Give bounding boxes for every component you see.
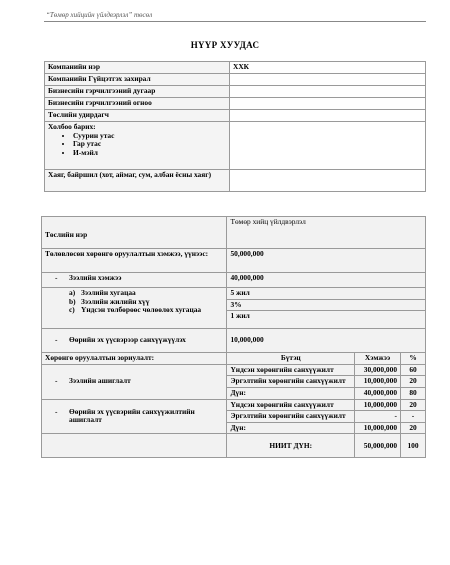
percent-cell: 80 xyxy=(401,387,426,399)
table-row xyxy=(42,364,426,376)
loan-terms-list xyxy=(45,289,223,315)
table-row xyxy=(42,329,426,353)
percent-cell: 20 xyxy=(401,422,426,434)
loan-label: Зээлийн хэмжээ xyxy=(69,273,122,282)
loan-term-value: 5 жил xyxy=(227,288,426,300)
project-manager-value xyxy=(230,110,426,122)
table-row xyxy=(42,249,426,273)
header-rule xyxy=(44,21,426,22)
exec-director-value xyxy=(230,74,426,86)
contact-item-mobile: • Гар утас xyxy=(73,140,226,149)
col-structure-header: Бүтэц xyxy=(227,353,355,365)
reg-date-value xyxy=(230,98,426,110)
own-usage-cell xyxy=(42,399,227,434)
percent-cell: 60 xyxy=(401,364,426,376)
finance-table xyxy=(41,216,426,458)
table-row xyxy=(45,98,426,110)
table-row xyxy=(42,273,426,288)
reg-number-value xyxy=(230,86,426,98)
address-label: Хаяг, байршил (хот, аймаг, сум, албан ёсны хаяг) xyxy=(45,170,230,192)
total-label: НИИТ ДҮН: xyxy=(227,434,355,458)
structure-cell: Дүн: xyxy=(227,387,355,399)
address-value xyxy=(230,170,426,192)
structure-cell: Үндсэн хөрөнгийн санхүүжилт xyxy=(227,364,355,376)
table-row xyxy=(45,86,426,98)
requested-value: 50,000,000 xyxy=(227,249,426,273)
table-row xyxy=(45,62,426,74)
list-marker: b) xyxy=(69,296,76,306)
amount-cell: 10,000,000 xyxy=(355,399,401,411)
amount-cell: 30,000,000 xyxy=(355,364,401,376)
dash-marker: - xyxy=(55,406,58,416)
page-title: НҮҮР ХУУДАС xyxy=(190,40,260,50)
total-amount: 50,000,000 xyxy=(355,434,401,458)
contact-list xyxy=(48,132,226,158)
loan-usage-label: Зээлийн ашиглалт xyxy=(69,376,131,386)
contact-item-email: • И-мэйл xyxy=(73,149,226,158)
requested-label: Төлөвлөсөн хөрөнгө оруулалтын хэмжээ, үүнээс: xyxy=(42,249,227,273)
total-percent: 100 xyxy=(401,434,426,458)
amount-cell: 10,000,000 xyxy=(355,422,401,434)
percent-cell: 20 xyxy=(401,399,426,411)
loan-terms-cell xyxy=(42,288,227,329)
company-name-label: Компанийн нэр xyxy=(45,62,230,74)
col-percent-header: % xyxy=(401,353,426,365)
table-row xyxy=(42,434,426,458)
contact-value xyxy=(230,122,426,170)
table-row xyxy=(42,288,426,300)
percent-cell: 20 xyxy=(401,376,426,388)
own-usage-wrap xyxy=(45,408,223,425)
project-manager-label: Төслийн удирдагч xyxy=(45,110,230,122)
table-row xyxy=(42,353,426,365)
dash-marker: - xyxy=(55,335,58,345)
list-item xyxy=(45,306,223,315)
exec-director-label: Компанийн Гүйцэтгэх захирал xyxy=(45,74,230,86)
running-header: “Төмөр хийцийн үйлдвэрлэл” төсөл xyxy=(46,11,153,19)
col-amount-header: Хэмжээ xyxy=(355,353,401,365)
table-row xyxy=(45,170,426,192)
loan-label-cell xyxy=(42,273,227,288)
company-name-value: ХХК xyxy=(230,62,426,74)
own-label-cell xyxy=(42,329,227,353)
contact-label: Холбоо барих: xyxy=(48,122,96,131)
reg-number-label: Бизнесийн гэрчилгээний дугаар xyxy=(45,86,230,98)
table-row xyxy=(45,110,426,122)
loan-term-label: Зээлийн жилийн хүү xyxy=(81,296,150,306)
dash-marker: - xyxy=(55,273,58,282)
own-usage-label: Өөрийн эх үүсвэрийн санхүүжилтийн ашиглалт xyxy=(69,406,195,425)
loan-usage-cell xyxy=(42,364,227,399)
table-row xyxy=(42,217,426,249)
company-info-table xyxy=(44,61,426,192)
reg-date-label: Бизнесийн гэрчилгээний огноо xyxy=(45,98,230,110)
project-name-value: Төмөр хийц үйлдвэрлэл xyxy=(227,217,426,249)
contact-cell xyxy=(45,122,230,170)
structure-cell: Эргэлтийн хөрөнгийн санхүүжилт xyxy=(227,411,355,423)
contact-item-landline: • Суурин утас xyxy=(73,132,226,141)
loan-term-value: 3% xyxy=(227,299,426,311)
list-marker: a) xyxy=(69,288,76,297)
dash-marker: - xyxy=(55,376,58,386)
structure-cell: Эргэлтийн хөрөнгийн санхүүжилт xyxy=(227,376,355,388)
table-row xyxy=(42,399,426,411)
total-empty-cell xyxy=(42,434,227,458)
table-row xyxy=(45,74,426,86)
loan-term-label: Зээлийн хугацаа xyxy=(81,288,136,297)
percent-cell: - xyxy=(401,411,426,423)
project-name-label: Төслийн нэр xyxy=(42,217,227,249)
table-row xyxy=(45,122,426,170)
amount-cell: 10,000,000 xyxy=(355,376,401,388)
structure-cell: Дүн: xyxy=(227,422,355,434)
loan-value: 40,000,000 xyxy=(227,273,426,288)
own-label: Өөрийн эх үүсвэрээр санхүүжүүлэх xyxy=(69,335,186,345)
structure-cell: Үндсэн хөрөнгийн санхүүжилт xyxy=(227,399,355,411)
loan-term-value: 1 жил xyxy=(227,311,426,329)
list-marker: c) xyxy=(69,305,75,315)
usage-header: Хөрөнгө оруулалтын зориулалт: xyxy=(42,353,227,365)
amount-cell: - xyxy=(355,411,401,423)
amount-cell: 40,000,000 xyxy=(355,387,401,399)
own-value: 10,000,000 xyxy=(227,329,426,353)
loan-term-label: Үндсэн төлбөрөөс чөлөөлөх хугацаа xyxy=(81,305,202,315)
